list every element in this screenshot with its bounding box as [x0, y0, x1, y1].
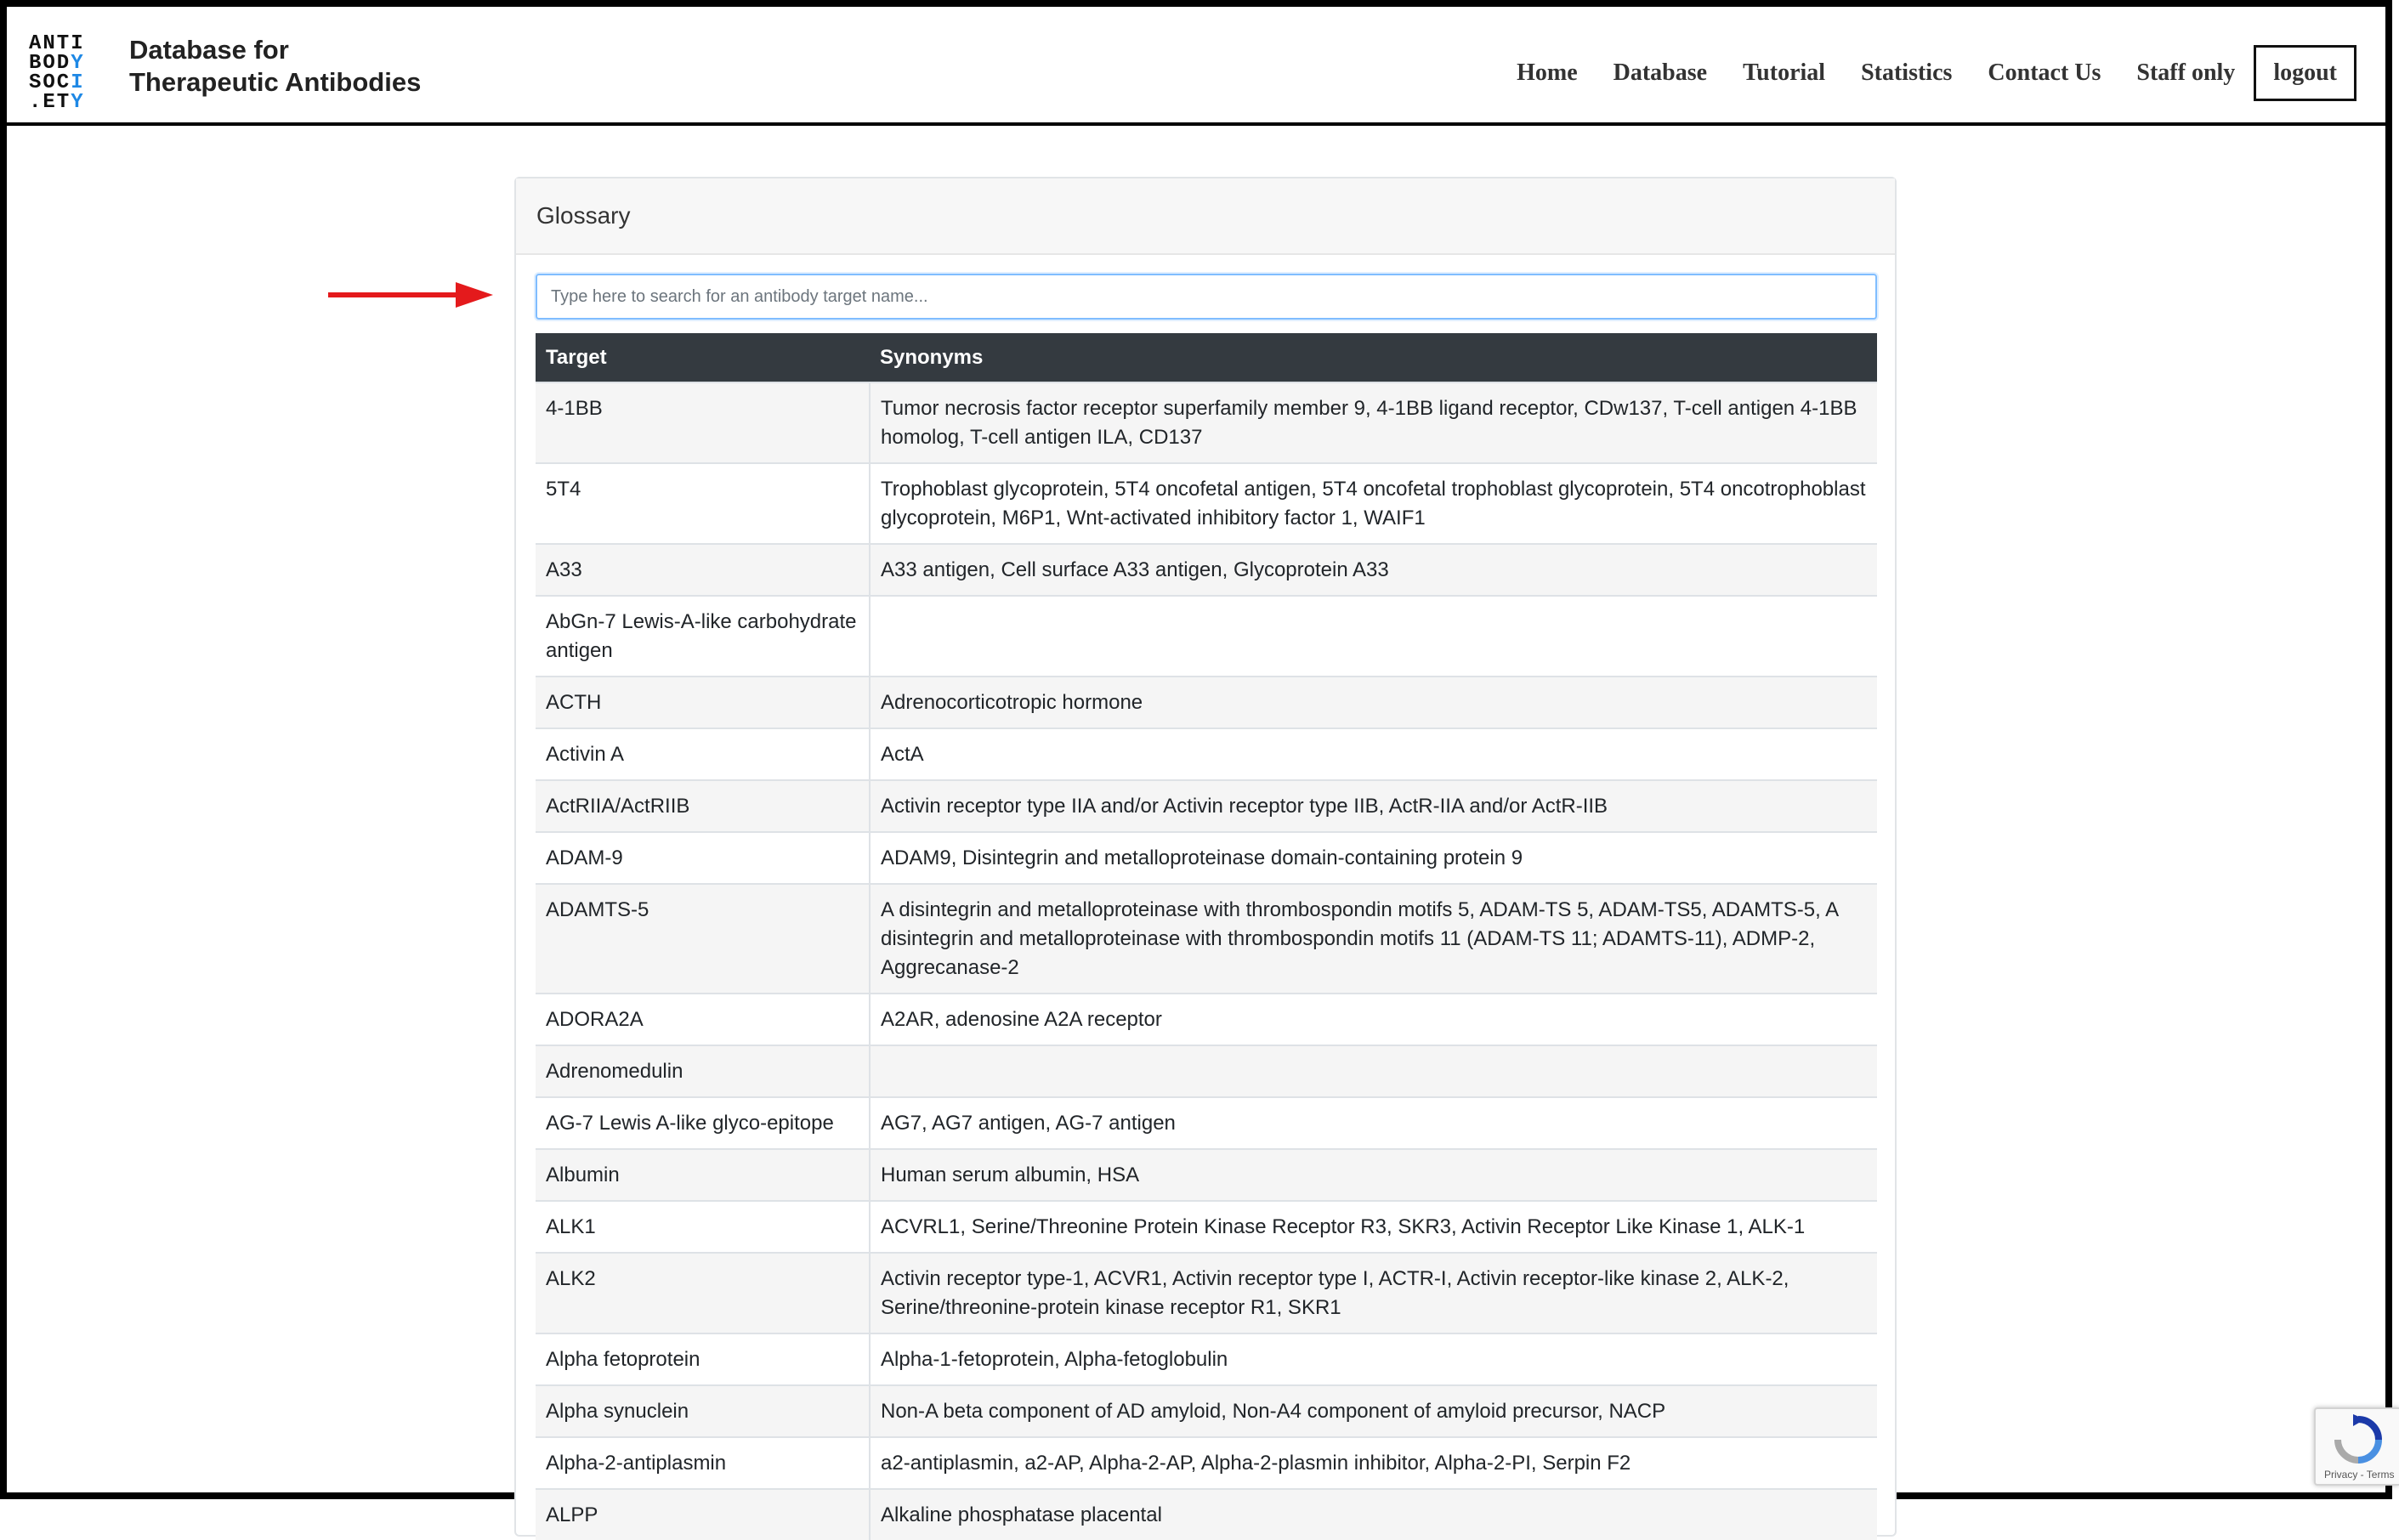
synonyms-cell: Adrenocorticotropic hormone — [870, 677, 1877, 728]
site-title-line1: Database for — [129, 35, 289, 65]
synonyms-cell: Alpha-1-fetoprotein, Alpha-fetoglobulin — [870, 1333, 1877, 1385]
target-cell: Albumin — [536, 1149, 870, 1201]
target-cell: 5T4 — [536, 463, 870, 544]
target-cell: Alpha-2-antiplasmin — [536, 1437, 870, 1489]
navbar — [7, 7, 2385, 126]
glossary-table — [536, 333, 1877, 1540]
target-cell: Adrenomedulin — [536, 1045, 870, 1097]
glossary-table-body — [536, 382, 1877, 1540]
synonyms-cell: Tumor necrosis factor receptor superfamily member 9, 4-1BB ligand receptor, CDw137, T-cell antigen 4-1BB homolog, T-cell antigen ILA, CD137 — [870, 382, 1877, 463]
synonyms-cell: Activin receptor type IIA and/or Activin receptor type IIB, ActR-IIA and/or ActR-IIB — [870, 780, 1877, 832]
nav-database[interactable]: Database — [1613, 59, 1708, 86]
synonyms-cell: A disintegrin and metalloproteinase with thrombospondin motifs 5, ADAM-TS 5, ADAM-TS5, ADAMTS-5, A disintegrin and metalloproteinase with thrombospondin motifs 11 (ADAM-TS 11; ADAMTS-11), ADMP-2, Aggrecanase-2 — [870, 884, 1877, 994]
synonyms-cell: AG7, AG7 antigen, AG-7 antigen — [870, 1097, 1877, 1149]
target-cell: AG-7 Lewis A-like glyco-epitope — [536, 1097, 870, 1149]
table-row — [536, 677, 1877, 728]
table-row — [536, 884, 1877, 994]
synonyms-cell — [870, 1045, 1877, 1097]
table-row — [536, 1385, 1877, 1437]
logout-button[interactable]: logout — [2254, 45, 2356, 101]
target-cell: A33 — [536, 544, 870, 596]
glossary-title: Glossary — [536, 202, 631, 229]
table-row — [536, 1201, 1877, 1253]
target-cell: AbGn-7 Lewis-A-like carbohydrate antigen — [536, 596, 870, 677]
target-cell: Alpha fetoprotein — [536, 1333, 870, 1385]
glossary-header — [516, 178, 1895, 255]
nav-home[interactable]: Home — [1517, 59, 1578, 86]
recaptcha-icon — [2333, 1414, 2384, 1465]
nav-staff-only[interactable]: Staff only — [2136, 59, 2236, 86]
synonyms-cell: a2-antiplasmin, a2-AP, Alpha-2-AP, Alpha-2-plasmin inhibitor, Alpha-2-PI, Serpin F2 — [870, 1437, 1877, 1489]
table-row — [536, 1149, 1877, 1201]
target-cell: 4-1BB — [536, 382, 870, 463]
table-row — [536, 994, 1877, 1045]
logo-row-4: .ETY — [29, 91, 85, 114]
target-cell: Activin A — [536, 728, 870, 780]
synonyms-cell: Non-A beta component of AD amyloid, Non-A4 component of amyloid precursor, NACP — [870, 1385, 1877, 1437]
annotation-arrow-icon — [328, 282, 493, 308]
table-row — [536, 463, 1877, 544]
synonyms-cell: Human serum albumin, HSA — [870, 1149, 1877, 1201]
table-row — [536, 1253, 1877, 1333]
synonyms-cell: A33 antigen, Cell surface A33 antigen, Glycoprotein A33 — [870, 544, 1877, 596]
synonyms-cell: Alkaline phosphatase placental — [870, 1489, 1877, 1540]
target-cell: ADAM-9 — [536, 832, 870, 884]
table-row — [536, 832, 1877, 884]
target-cell: ACTH — [536, 677, 870, 728]
nav-tutorial[interactable]: Tutorial — [1743, 59, 1826, 86]
nav-statistics[interactable]: Statistics — [1861, 59, 1953, 86]
table-header-row — [536, 333, 1877, 382]
main-nav — [1481, 42, 2356, 104]
table-row — [536, 1489, 1877, 1540]
table-row — [536, 382, 1877, 463]
table-row — [536, 1333, 1877, 1385]
target-cell: Alpha synuclein — [536, 1385, 870, 1437]
target-cell: ActRIIA/ActRIIB — [536, 780, 870, 832]
recaptcha-footer[interactable]: Privacy - Terms — [2324, 1469, 2395, 1481]
table-row — [536, 544, 1877, 596]
table-row — [536, 780, 1877, 832]
target-cell: ADORA2A — [536, 994, 870, 1045]
synonyms-cell — [870, 596, 1877, 677]
column-header-synonyms[interactable]: Synonyms — [870, 333, 1877, 382]
synonyms-cell: ActA — [870, 728, 1877, 780]
synonyms-cell: ADAM9, Disintegrin and metalloproteinase domain-containing protein 9 — [870, 832, 1877, 884]
logo-row-1: ANTI — [29, 32, 85, 55]
table-row — [536, 1437, 1877, 1489]
target-cell: ALK1 — [536, 1201, 870, 1253]
table-row — [536, 1097, 1877, 1149]
site-title[interactable] — [129, 34, 421, 99]
synonyms-cell: ACVRL1, Serine/Threonine Protein Kinase Receptor R3, SKR3, Activin Receptor Like Kinase 1, ALK-1 — [870, 1201, 1877, 1253]
synonyms-cell: Trophoblast glycoprotein, 5T4 oncofetal antigen, 5T4 oncofetal trophoblast glycoprotein, 5T4 oncotrophoblast glycoprotein, M6P1, Wnt-activated inhibitory factor 1, WAIF1 — [870, 463, 1877, 544]
site-title-line2: Therapeutic Antibodies — [129, 67, 422, 97]
table-row — [536, 1045, 1877, 1097]
antibody-society-logo[interactable] — [29, 34, 111, 112]
target-cell: ALK2 — [536, 1253, 870, 1333]
logo-row-3: SOCI — [29, 71, 85, 94]
target-cell: ALPP — [536, 1489, 870, 1540]
table-row — [536, 596, 1877, 677]
synonyms-cell: A2AR, adenosine A2A receptor — [870, 994, 1877, 1045]
target-cell: ADAMTS-5 — [536, 884, 870, 994]
table-row — [536, 728, 1877, 780]
synonyms-cell: Activin receptor type-1, ACVR1, Activin receptor type I, ACTR-I, Activin receptor-like kinase 2, ALK-2, Serine/threonine-protein kinase receptor R1, SKR1 — [870, 1253, 1877, 1333]
nav-contact-us[interactable]: Contact Us — [1988, 59, 2101, 86]
recaptcha-badge[interactable] — [2314, 1407, 2399, 1486]
column-header-target[interactable]: Target — [536, 333, 870, 382]
target-search-input[interactable] — [536, 274, 1877, 320]
logo-row-2: BODY — [29, 52, 85, 75]
